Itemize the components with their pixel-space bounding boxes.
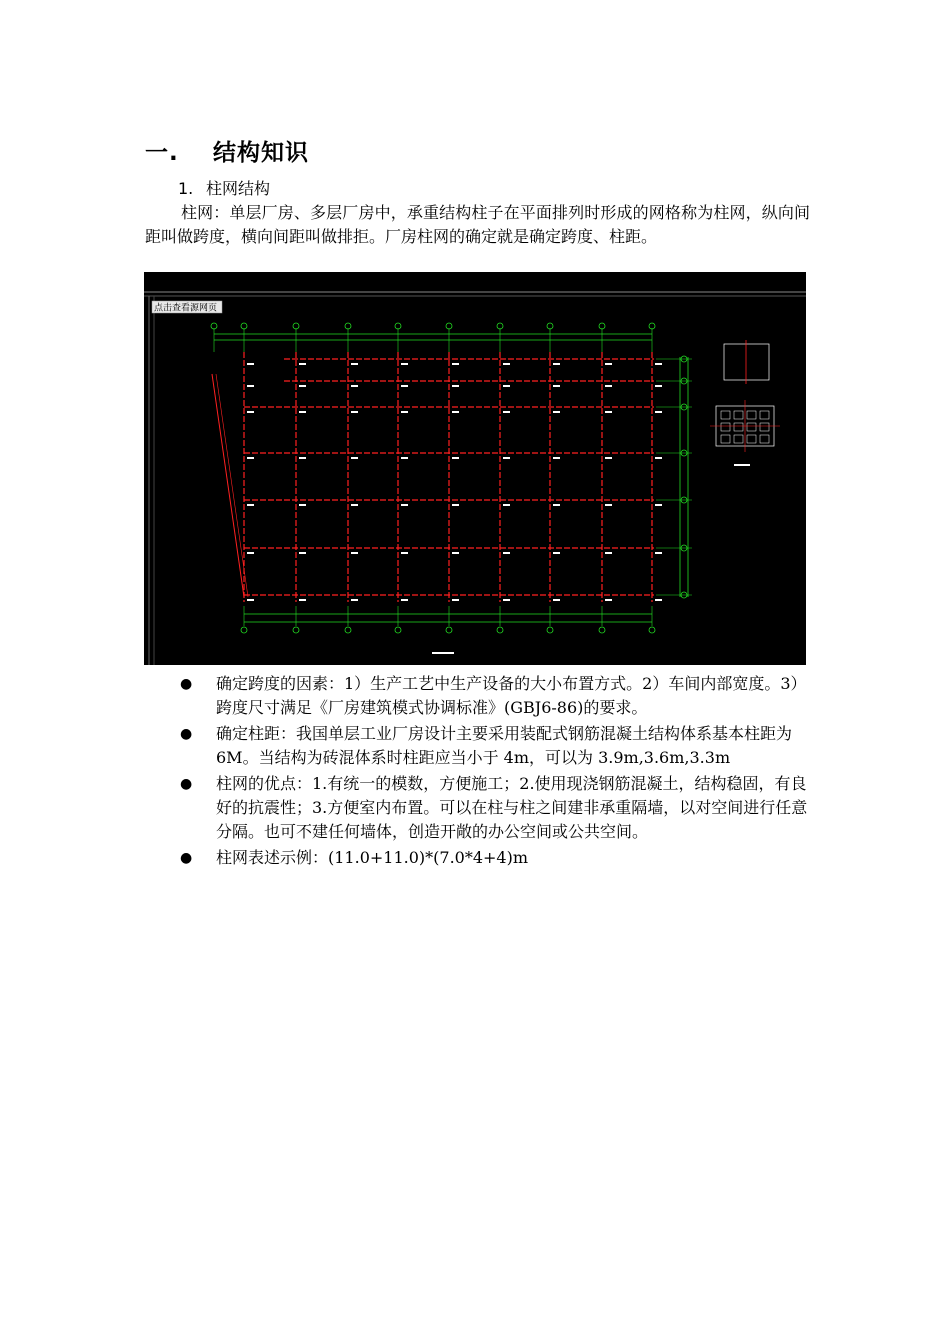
column-label xyxy=(351,363,358,365)
subsection-heading xyxy=(178,176,270,199)
subsection-title: 柱网结构 xyxy=(206,179,271,198)
column-label xyxy=(655,599,662,601)
column-label xyxy=(247,385,254,387)
subsection-number: 1. xyxy=(178,179,194,198)
bullet-marker: ● xyxy=(180,676,193,692)
column-label xyxy=(247,599,254,601)
column-label xyxy=(452,363,459,365)
column-label xyxy=(401,363,408,365)
list-item xyxy=(180,672,820,720)
column-label xyxy=(247,363,254,365)
column-label xyxy=(401,599,408,601)
column-label xyxy=(655,552,662,554)
column-label xyxy=(299,411,306,413)
list-item xyxy=(180,722,820,770)
bullet-list xyxy=(180,672,820,872)
column-label xyxy=(553,552,560,554)
column-label xyxy=(247,552,254,554)
column-label xyxy=(655,363,662,365)
column-label xyxy=(553,457,560,459)
column-grid-cad-image xyxy=(144,272,806,665)
column-label xyxy=(503,385,510,387)
column-label xyxy=(605,457,612,459)
column-label xyxy=(503,552,510,554)
column-label xyxy=(351,504,358,506)
column-label xyxy=(452,504,459,506)
bullet-marker: ● xyxy=(180,850,193,866)
column-label xyxy=(452,411,459,413)
column-label xyxy=(299,363,306,365)
list-item-text: 柱网表述示例：(11.0+11.0)*(7.0*4+4)m xyxy=(216,848,529,867)
list-item-text: 确定柱距：我国单层工业厂房设计主要采用装配式钢筋混凝土结构体系基本柱距为 6M。当结构为砖混体系时柱距应当小于 4m，可以为 3.9m,3.6m,3.3m xyxy=(216,724,793,767)
drawing-caption xyxy=(432,652,454,654)
section-number: 一. xyxy=(145,140,179,166)
column-label xyxy=(605,599,612,601)
list-item xyxy=(180,772,820,844)
column-label xyxy=(605,385,612,387)
column-label xyxy=(401,552,408,554)
column-label xyxy=(553,363,560,365)
column-label xyxy=(401,457,408,459)
column-label xyxy=(351,411,358,413)
column-label xyxy=(655,504,662,506)
view-source-link[interactable]: 点击查看源网页 xyxy=(154,303,218,314)
bullet-marker: ● xyxy=(180,776,193,792)
column-label xyxy=(299,385,306,387)
column-label xyxy=(299,552,306,554)
column-label xyxy=(452,385,459,387)
column-label xyxy=(553,411,560,413)
column-label xyxy=(401,504,408,506)
column-label xyxy=(351,599,358,601)
column-label xyxy=(503,411,510,413)
list-item-text: 确定跨度的因素：1）生产工艺中生产设备的大小布置方式。2）车间内部宽度。3）跨度尺寸满足《厂房建筑模式协调标准》(GBJ6-86)的要求。 xyxy=(216,674,807,717)
column-label xyxy=(299,504,306,506)
column-label xyxy=(351,457,358,459)
column-label xyxy=(247,504,254,506)
column-label xyxy=(452,457,459,459)
column-label xyxy=(605,411,612,413)
intro-paragraph: 柱网：单层厂房、多层厂房中，承重结构柱子在平面排列时形成的网格称为柱网，纵向间距叫做跨度，横向间距叫做排拒。厂房柱网的确定就是确定跨度、柱距。 xyxy=(145,203,810,246)
column-label xyxy=(605,504,612,506)
column-label xyxy=(553,599,560,601)
detail-caption xyxy=(734,464,750,466)
list-item xyxy=(180,846,820,870)
column-label xyxy=(452,552,459,554)
column-label xyxy=(299,599,306,601)
column-label xyxy=(351,385,358,387)
column-label xyxy=(452,599,459,601)
section-title: 结构知识 xyxy=(213,140,309,166)
column-label xyxy=(655,457,662,459)
column-label xyxy=(351,552,358,554)
list-item-text: 柱网的优点：1.有统一的模数，方便施工；2.使用现浇钢筋混凝土，结构稳固，有良好的抗震性；3.方便室内布置。可以在柱与柱之间建非承重隔墙，以对空间进行任意分隔。也可不建任何墙体，创造开敞的办公空间或公共空间。 xyxy=(216,774,808,841)
cad-background xyxy=(144,272,806,665)
column-label xyxy=(503,599,510,601)
bullet-marker: ● xyxy=(180,726,193,742)
column-label xyxy=(655,385,662,387)
column-label xyxy=(553,385,560,387)
column-label xyxy=(503,504,510,506)
column-label xyxy=(655,411,662,413)
column-label xyxy=(605,363,612,365)
column-label xyxy=(401,385,408,387)
column-label xyxy=(299,457,306,459)
column-label xyxy=(605,552,612,554)
column-label xyxy=(247,411,254,413)
section-heading xyxy=(145,134,309,167)
column-label xyxy=(401,411,408,413)
column-label xyxy=(503,457,510,459)
column-label xyxy=(553,504,560,506)
cad-drawing xyxy=(144,272,806,665)
column-label xyxy=(247,457,254,459)
column-label xyxy=(503,363,510,365)
